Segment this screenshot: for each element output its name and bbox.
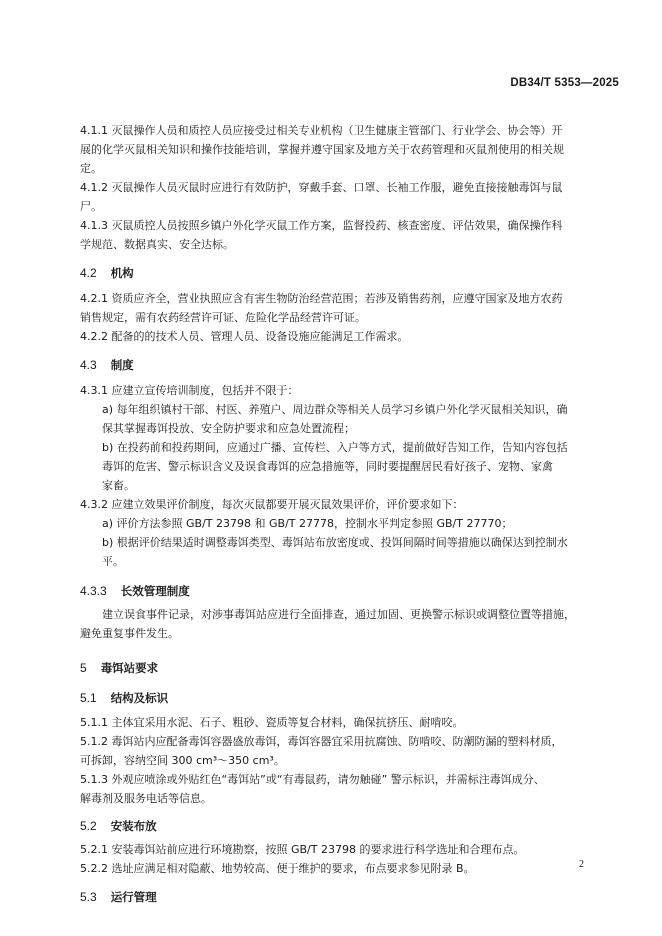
list-item-line: 毒饵的危害、警示标识含义及误食毒饵的应急措施等，同时要提醒居民看好孩子、宠物、家禽 bbox=[102, 460, 553, 473]
paragraph-line: 5.1.1 主体宜采用水泥、石子、粗砂、瓷质等复合材料，确保抗挤压、耐啃咬。 bbox=[80, 716, 464, 729]
paragraph-line: 学规范、数据真实、安全达标。 bbox=[80, 238, 234, 251]
section-number: 4.3 bbox=[80, 358, 97, 372]
paragraph-line: 4.2.1 资质应齐全，营业执照应含有害生物防治经营范围；若涉及销售药剂，应遵守国家及地方农药 bbox=[80, 292, 563, 305]
document-code: DB34/T 5353—2025 bbox=[510, 77, 619, 89]
section-heading-5-2 bbox=[80, 818, 157, 834]
section-number: 5.2 bbox=[80, 819, 97, 833]
paragraph-line: 尸。 bbox=[80, 200, 102, 213]
page-number: 2 bbox=[579, 859, 584, 870]
paragraph-line: 4.1.2 灭鼠操作人员灭鼠时应进行有效防护，穿戴手套、口罩、长袖工作服，避免直接接触毒饵与鼠 bbox=[80, 181, 563, 194]
list-item-line: a) 评价方法参照 GB/T 23798 和 GB/T 27778，控制水平判定参照 GB/T 27770； bbox=[102, 517, 513, 530]
list-item-line: b) 在投药前和投药期间，应通过广播、宣传栏、入户等方式，提前做好告知工作，告知内容包括 bbox=[102, 441, 568, 454]
section-number: 5 bbox=[80, 661, 87, 675]
section-title: 制度 bbox=[110, 358, 134, 372]
paragraph-line: 5.1.2 毒饵站内应配备毒饵容器盛放毒饵，毒饵容器宜采用抗腐蚀、防啃咬、防潮防漏的塑料材质， bbox=[80, 735, 563, 748]
section-heading-5-3 bbox=[80, 889, 157, 905]
section-title: 运行管理 bbox=[110, 890, 157, 904]
section-heading-4-3-3 bbox=[80, 583, 190, 599]
paragraph-line: 5.1.3 外观应喷涂或外贴红色“毒饵站”或“有毒鼠药，请勿触碰” 警示标识，并需标注毒饵成分、 bbox=[80, 773, 545, 786]
section-heading-5-1 bbox=[80, 690, 168, 706]
section-number: 5.3 bbox=[80, 890, 97, 904]
paragraph-line: 可拆卸，容纳空间 300 cm³～350 cm³。 bbox=[80, 754, 285, 767]
paragraph-line: 定。 bbox=[80, 162, 102, 175]
section-number: 4.3.3 bbox=[80, 584, 107, 598]
paragraph-line: 4.3.2 应建立效果评价制度，每次灭鼠都要开展灭鼠效果评价，评价要求如下： bbox=[80, 498, 464, 511]
list-item-line: 保其掌握毒饵投放、安全防护要求和应急处置流程； bbox=[102, 422, 355, 435]
chapter-heading-5 bbox=[80, 660, 158, 676]
paragraph-line: 销售规定，需有农药经营许可证、危险化学品经营许可证。 bbox=[80, 311, 366, 324]
section-title: 结构及标识 bbox=[110, 691, 169, 705]
paragraph-line: 5.2.2 选址应满足相对隐蔽、地势较高、便于维护的要求，布点要求参见附录 B。 bbox=[80, 862, 475, 875]
section-number: 4.2 bbox=[80, 266, 97, 280]
section-heading-4-3 bbox=[80, 357, 134, 373]
section-title: 安装布放 bbox=[110, 819, 157, 833]
paragraph-line: 解毒剂及服务电话等信息。 bbox=[80, 792, 212, 805]
list-item-line: a) 每年组织镇村干部、村医、养殖户、周边群众等相关人员学习乡镇户外化学灭鼠相关知识，确 bbox=[102, 403, 568, 416]
paragraph-line: 5.2.1 安装毒饵站前应进行环境勘察，按照 GB/T 23798 的要求进行科学选址和合理布点。 bbox=[80, 843, 525, 856]
paragraph-line: 4.1.1 灭鼠操作人员和质控人员应接受过相关专业机构（卫生健康主管部门、行业学会、协会等）开 bbox=[80, 124, 563, 137]
paragraph-line: 4.2.2 配备的的技术人员、管理人员、设备设施应能满足工作需求。 bbox=[80, 330, 409, 343]
section-title: 毒饵站要求 bbox=[100, 661, 159, 675]
list-item-line: 平。 bbox=[102, 555, 124, 568]
paragraph-line: 避免重复事件发生。 bbox=[80, 627, 179, 640]
paragraph-line: 建立误食事件记录，对涉事毒饵站应进行全面排查，通过加固、更换警示标识或调整位置等措施， bbox=[102, 608, 575, 621]
list-item-line: 家畜。 bbox=[102, 479, 135, 492]
section-number: 5.1 bbox=[80, 691, 97, 705]
section-title: 长效管理制度 bbox=[120, 584, 190, 598]
section-title: 机构 bbox=[110, 266, 134, 280]
section-heading-4-2 bbox=[80, 265, 134, 281]
paragraph-line: 展的化学灭鼠相关知识和操作技能培训，掌握并遵守国家及地方关于农药管理和灭鼠剂使用的相关规 bbox=[80, 143, 564, 156]
paragraph-line: 4.3.1 应建立宣传培训制度，包括并不限于： bbox=[80, 384, 299, 397]
list-item-line: b) 根据评价结果适时调整毒饵类型、毒饵站布放密度或、投饵间隔时间等措施以确保达到控制水 bbox=[102, 536, 568, 549]
paragraph-line: 4.1.3 灭鼠质控人员按照乡镇户外化学灭鼠工作方案，监督投药、核查密度、评估效果，确保操作科 bbox=[80, 219, 563, 232]
